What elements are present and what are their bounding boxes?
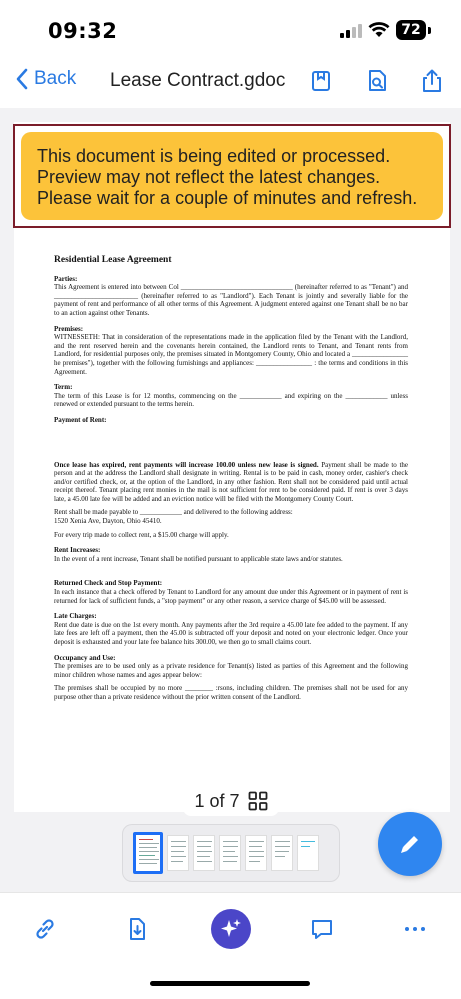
share-icon[interactable] <box>419 68 445 94</box>
premises-text: WITNESSETH: That in consideration of the representations made in the application filed by the Tenant with the Landlord, and the rent reserved herein and the covenants herein contained, the Landlord rents to Tenant, and Tenant rents from Landlord, for residential purposes only, the premises situated in Montgomery County, Ohio and located a ________________ he premises"), together with the following furnishings and appliances: ________________ : the terms and conditions in this Agreement. <box>54 333 408 376</box>
returned-check-text: In each instance that a check offered by Tenant to Landlord for any amount due under this Agreement or in payment of rent is returned for lack of sufficient funds, a "stop payment" or any other reason, a service charge of $45.00 will be assessed. <box>54 588 408 605</box>
page-indicator[interactable] <box>183 786 279 816</box>
page-thumbnail-3[interactable] <box>193 835 215 871</box>
rent-text: Payment shall be made to the person and at the address the Landlord shall designate in writing. Rental is to be paid in cash, money order, cashier's check and/or certified check, or, at the option of the Landlord, in any other fashion. Rent shall not be considered paid until actual receipt thereof. Tenant placing rent monies in the mail is not sufficient for rent to be considered paid. If rent is over 3 days late, a 45.00 late fee will be added and an eviction notice will be filed with the Montgomery County Court. <box>54 460 409 503</box>
banner-line-3: Please wait for a couple of minutes and refresh. <box>37 188 418 208</box>
chevron-left-icon <box>16 68 28 90</box>
bookmark-icon[interactable] <box>308 68 334 94</box>
page-thumbnail-2[interactable] <box>167 835 189 871</box>
late-charges-text: Rent due date is due on the 1st every month. Any payments after the 3rd require a 45.00 late fee added to the payment. If any late fees are left off a payment, then the 45.00 is subtracted off your deposit and noted on your electronic ledger. Once your deposit is exhausted and your late fee balance hits 300.00, we then go to small claims court. <box>54 620 408 646</box>
back-button[interactable] <box>16 68 76 90</box>
more-icon <box>402 916 428 942</box>
banner-line-2: Preview may not reflect the latest changes. <box>37 167 381 187</box>
ai-assistant-button[interactable] <box>211 909 251 949</box>
comment-icon <box>309 916 335 942</box>
bottom-toolbar <box>0 892 461 999</box>
more-button[interactable] <box>399 913 431 945</box>
processing-warning-banner <box>21 132 443 220</box>
home-indicator <box>150 981 310 986</box>
rent-bold-text: Once lease has expired, rent payments will increase 100.00 unless new lease is signed. <box>54 460 319 469</box>
link-icon <box>32 916 58 942</box>
rent-paragraph <box>54 461 408 504</box>
grid-view-icon[interactable] <box>248 791 268 811</box>
battery-tip <box>428 27 431 34</box>
page-thumbnail-strip[interactable] <box>122 824 340 882</box>
cellular-signal-icon <box>340 24 362 38</box>
nav-bar <box>0 58 461 106</box>
term-text: The term of this Lease is for 12 months, commencing on the ____________ and expiring on the ____________ unless renewed or extended pursuant to the terms herein. <box>54 391 408 409</box>
payable-text: Rent shall be made payable to ____________ and delivered to the following address: <box>54 508 293 517</box>
sparkle-icon <box>219 917 243 941</box>
copy-link-button[interactable] <box>29 913 61 945</box>
rent-address: 1520 Xenia Ave, Dayton, Ohio 45410. <box>54 517 162 526</box>
pencil-icon <box>397 831 423 857</box>
parties-heading: Parties: <box>54 274 78 283</box>
term-heading: Term: <box>54 383 73 392</box>
document-content <box>54 256 408 702</box>
search-document-icon[interactable] <box>364 68 390 94</box>
back-label: Back <box>34 68 77 89</box>
occupancy-heading: Occupancy and Use: <box>54 653 116 662</box>
page-thumbnail-6[interactable] <box>271 835 293 871</box>
export-button[interactable] <box>121 913 153 945</box>
payment-heading: Payment of Rent: <box>54 415 107 424</box>
occupancy-text: The premises are to be used only as a private residence for Tenant(s) listed as parties of this Agreement and the following minor children whose names and ages appear below: <box>54 662 408 679</box>
trip-charge-text: For every trip made to collect rent, a $15.00 charge will apply. <box>54 530 229 539</box>
file-download-icon <box>124 916 150 942</box>
page-thumbnail-5[interactable] <box>245 835 267 871</box>
increases-text: In the event of a rent increase, Tenant shall be notified pursuant to applicable state laws and/or statutes. <box>54 554 343 563</box>
status-bar <box>0 0 461 60</box>
page-count-label: 1 of 7 <box>194 790 240 811</box>
lease-title: Residential Lease Agreement <box>54 255 172 265</box>
page-thumbnail-1[interactable] <box>133 832 163 874</box>
returned-check-heading: Returned Check and Stop Payment: <box>54 579 163 588</box>
occupancy-text-2: The premises shall be occupied by no more ________ :rsons, including children. The premises shall not be used for any purpose other than a private residence without the prior written consent of the Landlord. <box>54 684 408 701</box>
parties-text: This Agreement is entered into between Col ________________________________ (hereinafter referred to as "Tenant") and ________________________ (hereinafter referred to as "Landlord"). Each Tenant is jointly and severally liable for the payment of rent and performance of all other terms of this Agreement. A judgment entered against one Tenant shall be no bar to an action against other Tenants. <box>54 283 408 317</box>
banner-line-1: This document is being edited or processed. <box>37 146 391 166</box>
banner-highlight-frame <box>13 124 451 228</box>
page-thumbnail-4[interactable] <box>219 835 241 871</box>
comment-button[interactable] <box>306 913 338 945</box>
premises-heading: Premises: <box>54 324 84 333</box>
edit-button[interactable] <box>378 812 442 876</box>
wifi-icon <box>368 21 390 38</box>
page-thumbnail-7[interactable] <box>297 835 319 871</box>
document-title: Lease Contract.gdoc <box>110 70 286 91</box>
status-time: 09:32 <box>48 19 118 43</box>
battery-indicator: 72 <box>396 20 426 40</box>
increases-heading: Rent Increases: <box>54 546 101 555</box>
late-charges-heading: Late Charges: <box>54 612 97 621</box>
